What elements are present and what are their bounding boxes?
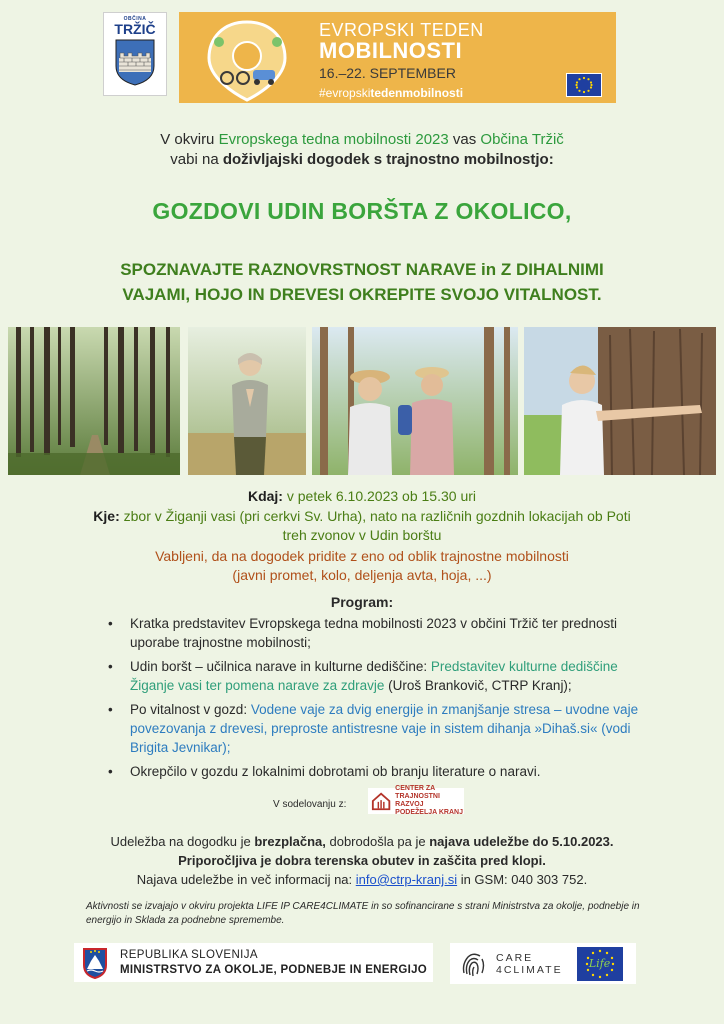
email-link[interactable]: info@ctrp-kranj.si (355, 872, 458, 887)
care4climate-logo (450, 943, 636, 984)
registration-info: Udeležba na dogodku je brezplačna, dobrodošla pa je najava udeležbe do 5.10.2023. Priporočljiva je dobra terenska obutev in zaščita pred klopi. Najava udeležbe in več informacij na: info@ctrp-kranj.si in GSM: 040 303 752. (110, 834, 614, 887)
program-list (108, 614, 648, 786)
program-item: • Po vitalnost v gozd: Vodene vaje za dvig energije in zmanjšanje stresa – uvodne vaje povezovanja z drevesi, preproste antistresne vaje in sistem dihanja »Dihaš.si« (vodi Brigita Jevnikar); (108, 700, 648, 757)
forest-path-photo (8, 327, 180, 475)
crest-shield-icon (114, 38, 156, 86)
house-hand-icon (371, 790, 391, 812)
crest-small-label: OBČINA (123, 16, 147, 22)
life-eu-logo (577, 947, 623, 981)
program-item: • Okrepčilo v gozdu z lokalnimi dobrotami ob branju literature o naravi. (108, 762, 648, 781)
photo-strip (0, 325, 724, 478)
hikers-photo (312, 327, 518, 475)
meditation-photo (188, 327, 306, 475)
mobility-pin-illustration (197, 16, 307, 102)
ministry-line1: REPUBLIKA SLOVENIJA (120, 948, 258, 961)
program-title: Program: (330, 594, 394, 610)
banner-dates: 16.–22. SEPTEMBER (319, 65, 456, 81)
care-line1: CARE (496, 951, 534, 964)
banner-hashtag: #evropskitedenmobilnosti (319, 86, 464, 100)
ministry-line2: MINISTRSTVO ZA OKOLJE, PODNEBJE IN ENERGIJO (120, 963, 428, 976)
invite-mobility: Vabljeni, da na dogodek pridite z eno od oblik trajnostne mobilnosti (javni promet, kolo, deljenja avta, hoja, ...) (155, 548, 569, 583)
banner-line1: EVROPSKI TEDEN (319, 20, 484, 40)
program-item: • Kratka predstavitev Evropskega tedna mobilnosti 2023 v občini Tržič ter prednosti uporabe trajnostne mobilnosti; (108, 614, 648, 652)
project-note: Aktivnosti se izvajajo v okviru projekta LIFE IP CARE4CLIMATE in so sofinancirane s strani Ministrstva za okolje, podnebje in energijo in Sklada za podnebne spremembe. (86, 901, 640, 926)
ctrp-kranj-logo: CENTER ZA TRAJNOSTNI RAZVOJ PODEŽELJA KRANJ (368, 788, 464, 814)
obcina-trzic-crest-logo (103, 12, 167, 96)
crest-name-label: TRŽIČ (114, 21, 156, 37)
fingerprint-icon (458, 949, 488, 979)
program-item: • Udin boršt – učilnica narave in kulturne dediščine: Predstavitev kulturne dediščine Žiganje vasi ter pomena narave za zdravje (Uroš Brankovič, CTRP Kranj); (108, 657, 648, 695)
intro-text: V okviru Evropskega tedna mobilnosti 2023 vas Občina Tržič vabi na doživljajski dogodek s trajnostno mobilnostjo: (160, 131, 564, 168)
event-where: Kje: zbor v Žiganji vasi (pri cerkvi Sv. Urha), nato na različnih gozdnih lokacijah ob Poti treh zvonov v Udin borštu (93, 508, 631, 543)
event-when: Kdaj: v petek 6.10.2023 ob 15.30 uri (247, 488, 477, 504)
collab-label: V sodelovanju z: (273, 799, 347, 810)
life-label: Life (588, 956, 611, 970)
eu-flag-icon (566, 73, 602, 97)
care-line2: 4CLIMATE (496, 963, 563, 976)
event-subtitle: SPOZNAVAJTE RAZNOVRSTNOST NARAVE in Z DIHALNIMI VAJAMI, HOJO IN DREVESI OKREPITE SVOJO VITALNOST. (120, 260, 604, 304)
event-title: GOZDOVI UDIN BORŠTA Z OKOLICO, (152, 198, 572, 224)
slovenia-coat-of-arms-icon (82, 947, 108, 979)
mobility-week-banner (179, 12, 616, 103)
ministry-logo (74, 943, 433, 982)
tree-hug-photo (524, 327, 716, 475)
banner-line2: MOBILNOSTI (319, 38, 463, 63)
